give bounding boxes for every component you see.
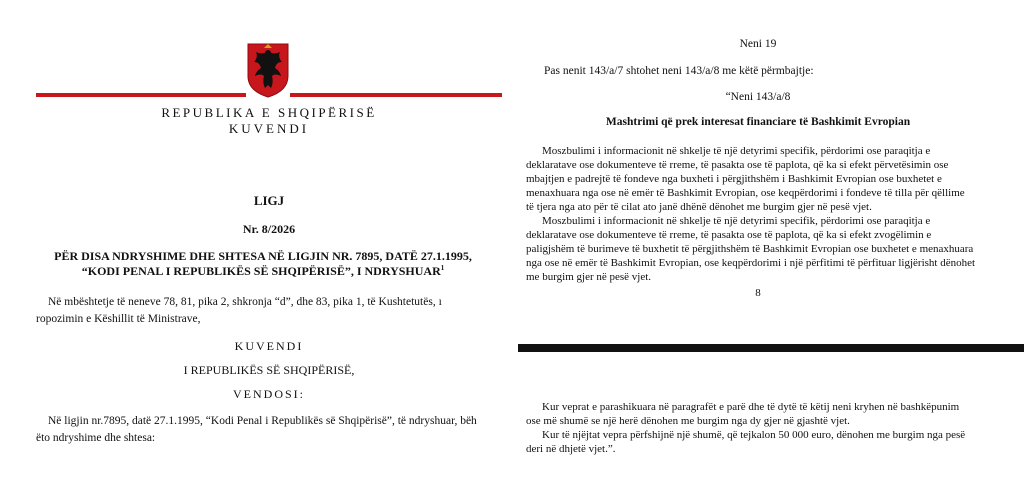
right-page <box>518 0 1024 478</box>
paragraph-1 <box>526 144 996 214</box>
article-heading: Neni 19 <box>739 38 777 50</box>
law-title-line1: PËR DISA NDRYSHIME DHE SHTESA NË LIGJIN NR. 7895, DATË 27.1.1995, <box>54 249 472 263</box>
law-title-line2 <box>20 264 506 279</box>
footnote-mark: 1 <box>440 264 445 272</box>
p1-line: deklaratave ose dokumenteve të rreme, të pasakta ose të paplota, që ka si efekt përvetësimin ose <box>526 159 949 171</box>
p3-line: Kur veprat e parashikuara në paragrafët e parë dhe të dytë të këtij neni kryhen në bashkëpunim <box>542 401 960 413</box>
header-country: REPUBLIKA E SHQIPËRISË <box>161 105 377 120</box>
legal-basis-line2: ropozimin e Këshillit të Ministrave, <box>36 313 201 325</box>
p4-line: Kur të njëjtat vepra përfshijnë një shumë, që tejkalon 50 000 euro, dënohen me burgim nga pesë <box>542 429 966 441</box>
p3-line: ose më shumë se një herë dënohen me burgim nga dy gjer në gjashtë vjet. <box>526 415 850 427</box>
p1-line: të tjera nga ato për të cilat ato janë dhënë dënohet me burgim gjer në pesë vjet. <box>526 201 872 213</box>
albanian-eagle-emblem-icon <box>246 42 290 98</box>
law-type: LIGJ <box>253 193 285 208</box>
republic-heading: I REPUBLIKËS SË SHQIPËRISË, <box>183 363 355 377</box>
decides-heading: VENDOSI: <box>233 387 305 401</box>
p2-line: nga ose në emër të Bashkimit Evropian, ose keqpërdorimi i një përfitimi të përfituar ligjërisht dënohet <box>526 257 976 269</box>
body-line1: Në ligjin nr.7895, datë 27.1.1995, “Kodi Penal i Republikës së Shqipërisë”, të ndryshuar, bëh <box>48 415 477 427</box>
law-number: Nr. 8/2026 <box>242 222 296 236</box>
left-page <box>0 0 506 478</box>
legal-basis-line1: Në mbështetje të neneve 78, 81, pika 2, shkronja “d”, dhe 83, pika 1, të Kushtetutës, ı <box>48 296 442 308</box>
paragraph-2 <box>526 214 996 284</box>
law-title-text: “KODI PENAL I REPUBLIKËS SË SHQIPËRISË”, I NDRYSHUAR <box>81 264 441 278</box>
p2-line: paligjshëm të burimeve të buxhetit të përgjithshëm të Bashkimit Evropian ose buxhetet e menaxhuara <box>526 243 974 255</box>
new-article-number: “Neni 143/a/8 <box>725 91 791 103</box>
paragraph-4 <box>526 428 996 456</box>
p4-line: deri në dhjetë vjet.”. <box>526 443 616 455</box>
paragraph-3 <box>526 400 996 428</box>
p1-line: menaxhuara nga ose në emër të Bashkimit Evropian, ose keqpërdorimi i fondeve të tilla për qëllime <box>526 187 965 199</box>
header-institution: KUVENDI <box>228 121 310 136</box>
body-line2: ëto ndryshime dhe shtesa: <box>36 432 156 444</box>
p1-line: Moszbulimi i informacionit në shkelje të një detyrimi specifik, përdorimi ose paraqitja e <box>542 145 931 157</box>
p1-line: mbajtjen e padrejtë të fondeve nga buxheti i përgjithshëm i Bashkimit Evropian ose buxhetet e <box>526 173 942 185</box>
p2-line: Moszbulimi i informacionit në shkelje të një detyrimi specifik, përdorimi ose paraqitja e <box>542 215 931 227</box>
p2-line: me burgim gjer në pesë vjet. <box>526 271 652 283</box>
page-break-bar <box>518 344 1024 352</box>
header-red-line-right <box>290 93 502 97</box>
p2-line: deklaratave ose dokumenteve të rreme, të pasakta ose të paplota, që ka si efekt zvogëlimin e <box>526 229 932 241</box>
new-article-title: Mashtrimi që prek interesat financiare të Bashkimit Evropian <box>605 116 911 128</box>
article-intro: Pas nenit 143/a/7 shtohet neni 143/a/8 me këtë përmbajtje: <box>544 65 814 77</box>
header-red-line-left <box>36 93 246 97</box>
kuvendi-heading: KUVENDI <box>234 339 304 353</box>
page-number: 8 <box>755 287 761 299</box>
